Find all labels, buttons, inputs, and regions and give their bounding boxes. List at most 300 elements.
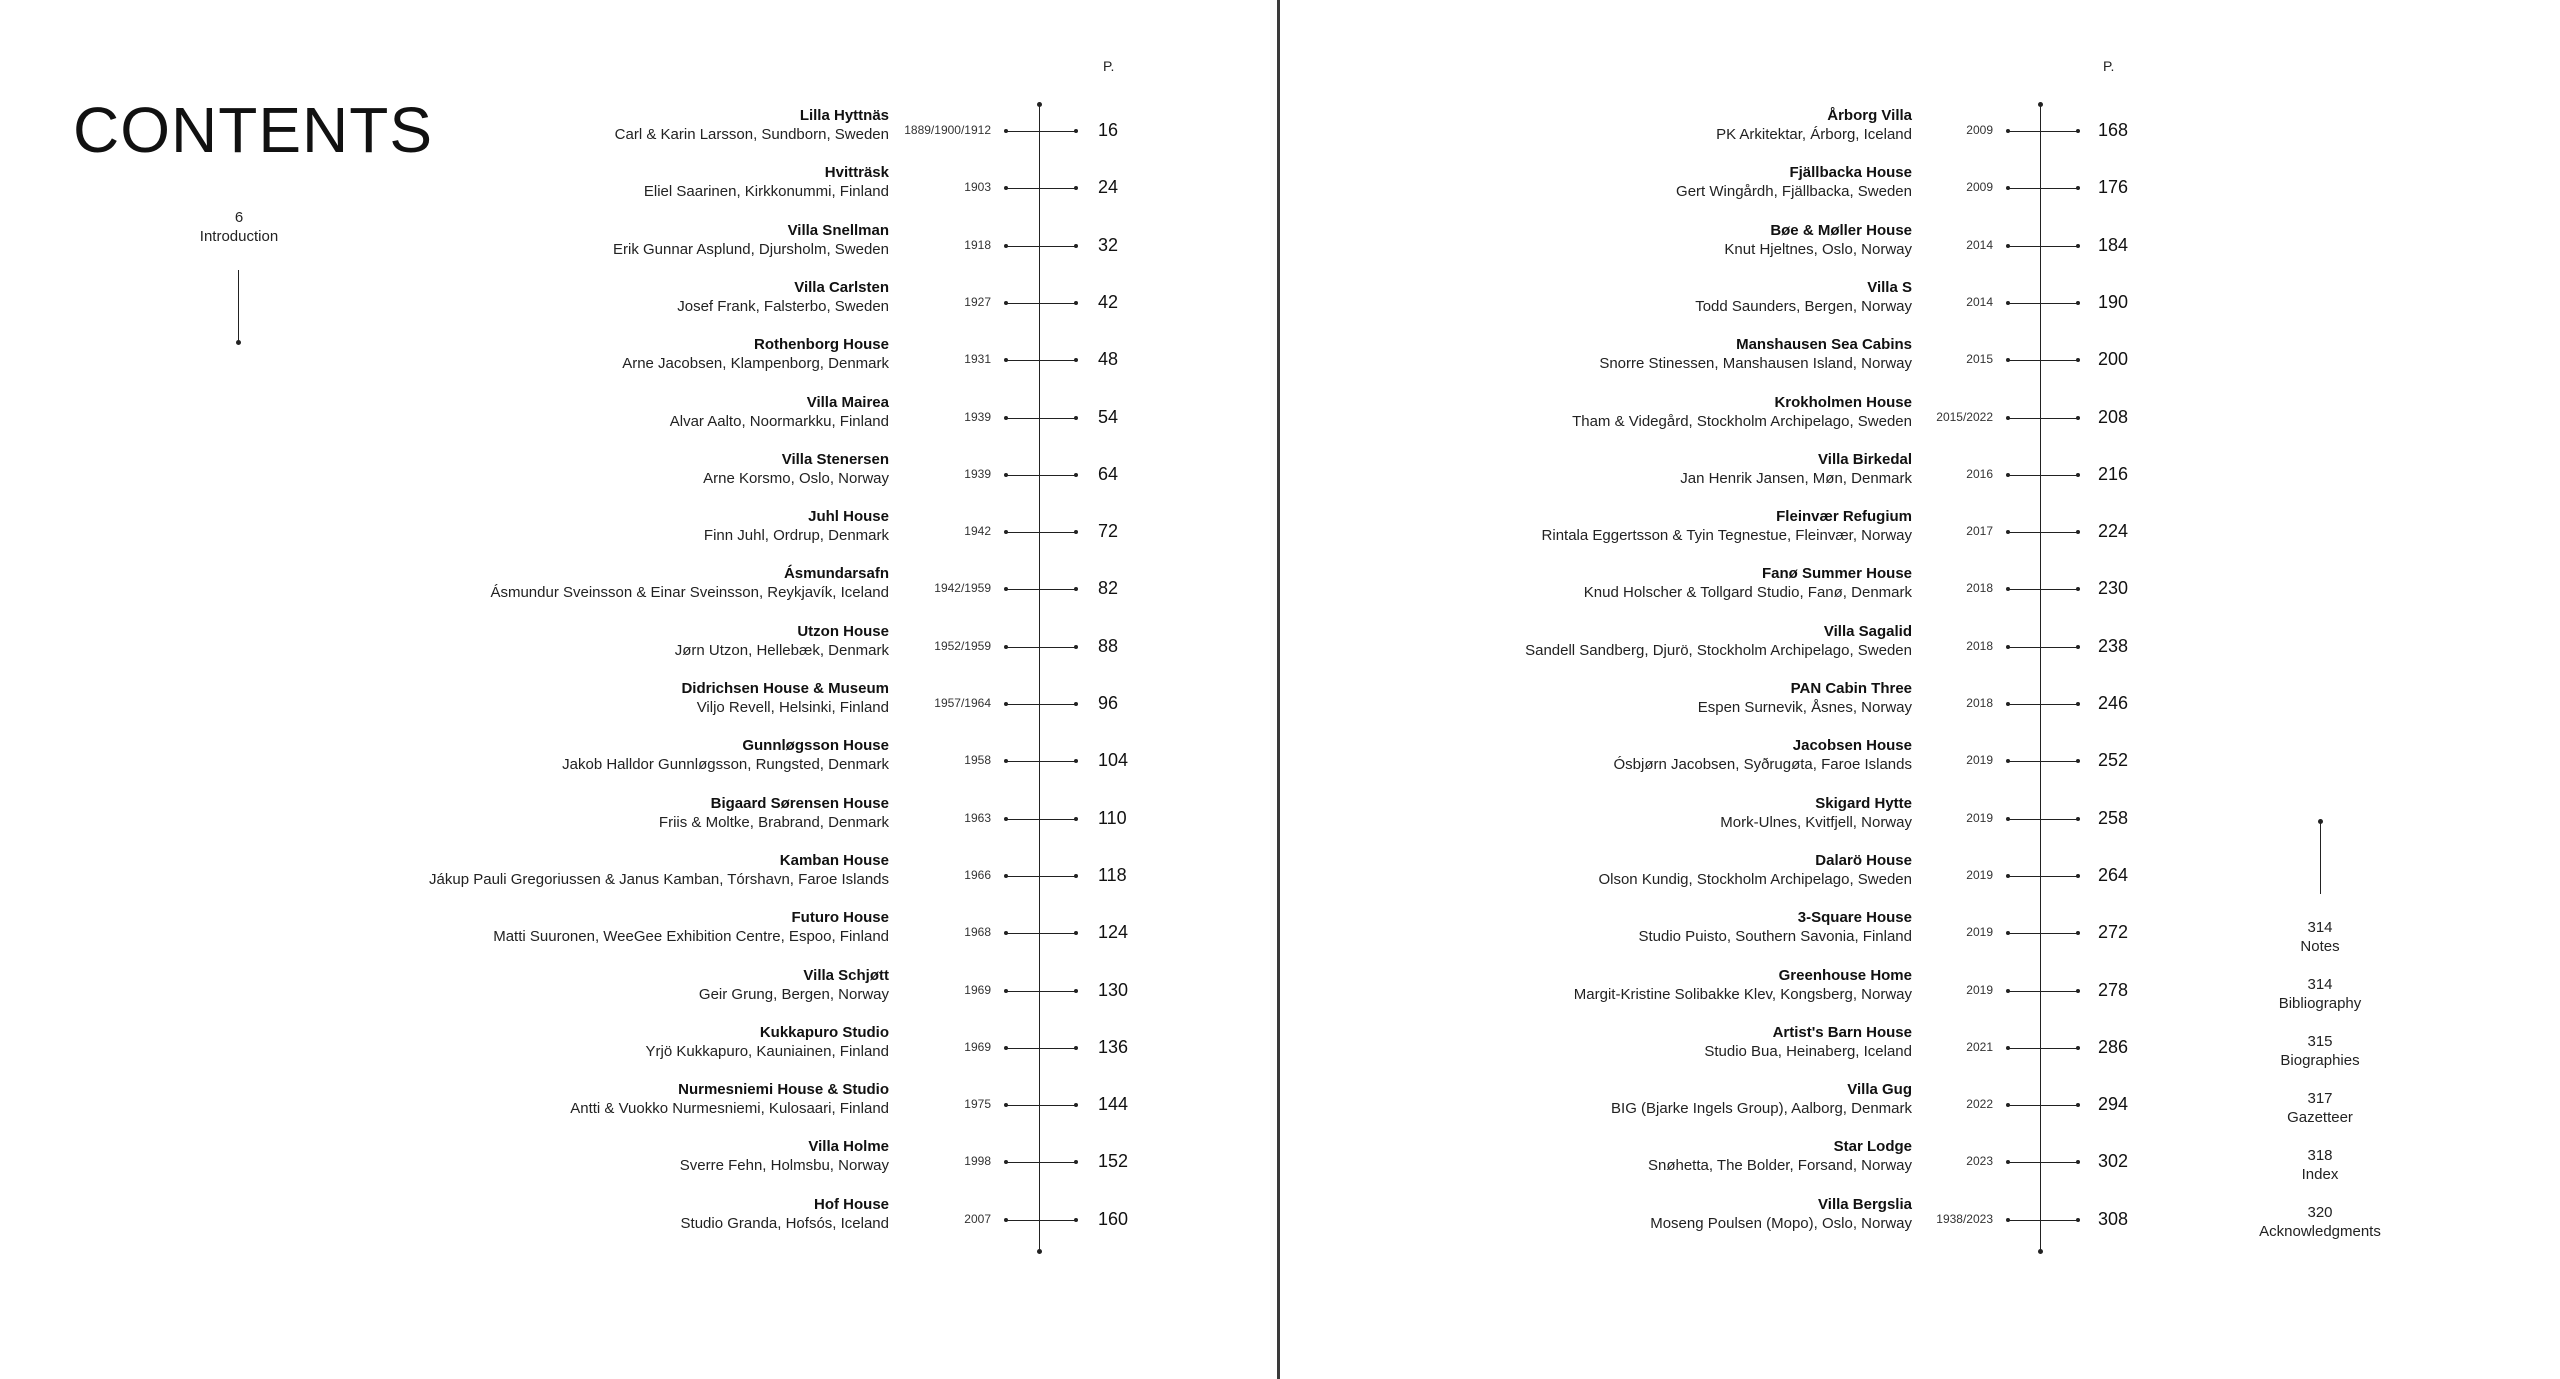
entry-title: 3-Square House bbox=[1797, 909, 1912, 927]
back-matter-page-number: 318 bbox=[2307, 1147, 2333, 1164]
timeline-tick bbox=[1006, 532, 1076, 533]
toc-entry[interactable] bbox=[1280, 1137, 1912, 1181]
toc-entry-text bbox=[570, 1080, 889, 1118]
entry-title: Kamban House bbox=[779, 851, 889, 869]
entry-title: Fjällbacka House bbox=[1789, 164, 1912, 182]
timeline-tick bbox=[2008, 1162, 2078, 1163]
entry-year: 2017 bbox=[1966, 524, 1993, 539]
entry-title: Artist's Barn House bbox=[1772, 1023, 1912, 1041]
entry-year: 1942/1959 bbox=[934, 581, 991, 596]
entry-architect-location: Espen Surnevik, Åsnes, Norway bbox=[1697, 699, 1912, 716]
toc-entry-text bbox=[681, 679, 889, 717]
toc-entry-text bbox=[703, 450, 889, 488]
entry-architect-location: Knud Holscher & Tollgard Studio, Fanø, Denmark bbox=[1583, 584, 1912, 602]
entry-page-number[interactable]: 32 bbox=[1098, 234, 1119, 255]
entry-architect-location: Alvar Aalto, Noormarkku, Finland bbox=[669, 412, 889, 430]
entry-architect-location: Arne Jacobsen, Klampenborg, Denmark bbox=[622, 355, 889, 373]
entry-page-number[interactable]: 176 bbox=[2098, 177, 2129, 198]
entry-architect-location: Todd Saunders, Bergen, Norway bbox=[1695, 297, 1912, 315]
toc-entry[interactable] bbox=[0, 1023, 889, 1067]
entry-title: Lilla Hyttnäs bbox=[799, 107, 889, 124]
toc-entry-text bbox=[1676, 163, 1912, 201]
back-matter-item[interactable] bbox=[2220, 1203, 2420, 1241]
toc-entry-text bbox=[1572, 393, 1912, 431]
timeline-tick bbox=[1006, 1162, 1076, 1163]
timeline-tick bbox=[2008, 360, 2078, 361]
toc-entry[interactable] bbox=[0, 450, 889, 494]
back-matter-item[interactable] bbox=[2220, 1146, 2420, 1184]
entry-year: 2018 bbox=[1966, 638, 1993, 653]
entry-title: Utzon House bbox=[797, 622, 889, 640]
entry-year: 1969 bbox=[964, 1039, 991, 1054]
entry-year: 1903 bbox=[964, 180, 991, 195]
entry-page-number[interactable]: 72 bbox=[1098, 521, 1119, 542]
entry-year: 1942 bbox=[964, 524, 991, 539]
toc-entry[interactable] bbox=[1280, 335, 1912, 379]
toc-entry[interactable] bbox=[1280, 507, 1912, 551]
timeline-tick bbox=[1006, 1105, 1076, 1106]
toc-entry[interactable] bbox=[0, 1080, 889, 1124]
back-matter-label: Acknowledgments bbox=[2259, 1223, 2381, 1240]
entry-year: 2014 bbox=[1966, 294, 1993, 309]
entry-architect-location: Ósbjørn Jacobsen, Syðrugøta, Faroe Islands bbox=[1613, 756, 1912, 774]
timeline-tick bbox=[1006, 475, 1076, 476]
toc-entry[interactable] bbox=[1280, 278, 1912, 322]
entry-year: 1958 bbox=[964, 753, 991, 768]
toc-entry-text bbox=[1650, 1195, 1912, 1233]
entry-page-number[interactable]: 208 bbox=[2098, 406, 2129, 427]
toc-entry-text bbox=[613, 221, 889, 259]
entry-title: Jacobsen House bbox=[1792, 737, 1912, 755]
entry-title: Villa Gug bbox=[1847, 1081, 1912, 1099]
toc-entry[interactable] bbox=[1280, 163, 1912, 207]
entry-architect-location: Margit-Kristine Solibakke Klev, Kongsberg, Norway bbox=[1573, 985, 1912, 1003]
toc-entry-text bbox=[675, 622, 889, 660]
entry-year: 2014 bbox=[1966, 237, 1993, 252]
entry-title: Rothenborg House bbox=[754, 336, 889, 354]
toc-entry-text bbox=[1611, 1080, 1912, 1118]
toc-entry-text bbox=[615, 106, 889, 144]
entry-page-number[interactable]: 216 bbox=[2098, 463, 2129, 484]
entries-list-left bbox=[0, 0, 1277, 1379]
entry-page-number[interactable]: 258 bbox=[2098, 807, 2129, 828]
entry-architect-location: Sverre Fehn, Holmsbu, Norway bbox=[679, 1157, 889, 1175]
toc-entry[interactable] bbox=[0, 679, 889, 723]
toc-entry[interactable] bbox=[1280, 736, 1912, 780]
toc-entry-text bbox=[677, 278, 889, 316]
entry-page-number[interactable]: 48 bbox=[1098, 349, 1119, 370]
toc-entry-text bbox=[659, 794, 889, 832]
toc-entry[interactable] bbox=[0, 736, 889, 780]
toc-entry[interactable] bbox=[1280, 450, 1912, 494]
toc-entry-text bbox=[644, 163, 889, 201]
entry-year: 2019 bbox=[1966, 810, 1993, 825]
timeline-tick bbox=[2008, 475, 2078, 476]
entry-page-number[interactable]: 252 bbox=[2098, 750, 2129, 771]
entry-architect-location: Mork-Ulnes, Kvitfjell, Norway bbox=[1720, 813, 1912, 831]
toc-entry-text bbox=[1695, 278, 1912, 316]
entry-architect-location: Erik Gunnar Asplund, Djursholm, Sweden bbox=[613, 240, 889, 258]
toc-entry-text bbox=[681, 1195, 889, 1233]
entry-architect-location: BIG (Bjarke Ingels Group), Aalborg, Denmark bbox=[1611, 1100, 1912, 1118]
entry-year: 2022 bbox=[1966, 1097, 1993, 1112]
entry-year: 2021 bbox=[1966, 1039, 1993, 1054]
toc-entry[interactable] bbox=[1280, 679, 1912, 723]
toc-entry-text bbox=[429, 851, 889, 889]
entry-title: Bøe & Møller House bbox=[1770, 221, 1912, 239]
toc-entry-text bbox=[1638, 908, 1912, 946]
entry-page-number[interactable]: 200 bbox=[2098, 349, 2129, 370]
entry-page-number[interactable]: 278 bbox=[2098, 979, 2129, 1000]
entry-architect-location: Jakob Halldor Gunnløgsson, Rungsted, Denmark bbox=[562, 756, 889, 774]
entry-architect-location: Viljo Revell, Helsinki, Finland bbox=[696, 699, 889, 716]
entry-architect-location: Arne Korsmo, Oslo, Norway bbox=[703, 469, 889, 487]
toc-entry-text bbox=[562, 736, 889, 774]
entry-page-number[interactable]: 136 bbox=[1098, 1036, 1129, 1057]
toc-entry-text bbox=[1542, 507, 1912, 545]
entry-year: 1963 bbox=[964, 810, 991, 825]
entry-architect-location: Friis & Moltke, Brabrand, Denmark bbox=[658, 813, 889, 831]
timeline-tick bbox=[2008, 589, 2078, 590]
toc-entry-text bbox=[1698, 679, 1912, 717]
back-matter-page-number: 314 bbox=[2307, 919, 2333, 936]
page-column-label: P. bbox=[1103, 58, 1115, 74]
entry-architect-location: Eliel Saarinen, Kirkkonummi, Finland bbox=[643, 183, 889, 201]
toc-entry[interactable] bbox=[1280, 794, 1912, 838]
entry-title: Villa S bbox=[1867, 278, 1912, 296]
entry-title: Hvitträsk bbox=[824, 164, 889, 182]
entry-title: Juhl House bbox=[808, 508, 889, 526]
toc-entry-text bbox=[670, 393, 889, 431]
timeline-tick bbox=[1006, 876, 1076, 877]
entry-title: Greenhouse Home bbox=[1778, 966, 1912, 984]
back-matter-page-number: 320 bbox=[2307, 1204, 2333, 1221]
entry-title: Fanø Summer House bbox=[1761, 565, 1912, 583]
entry-page-number[interactable]: 190 bbox=[2098, 291, 2129, 312]
toc-entry[interactable] bbox=[0, 966, 889, 1010]
entry-title: Villa Stenersen bbox=[781, 450, 889, 468]
entry-title: Hof House bbox=[814, 1195, 889, 1213]
timeline-tick bbox=[1006, 188, 1076, 189]
entry-year: 1931 bbox=[964, 352, 991, 367]
entry-title: Krokholmen House bbox=[1774, 393, 1912, 411]
toc-entry-text bbox=[699, 966, 889, 1004]
timeline-tick bbox=[2008, 1220, 2078, 1221]
back-matter-item[interactable] bbox=[2220, 1089, 2420, 1127]
toc-entry[interactable] bbox=[1280, 393, 1912, 437]
entry-page-number[interactable]: 118 bbox=[1098, 864, 1127, 885]
entry-page-number[interactable]: 238 bbox=[2098, 635, 2129, 656]
entry-title: Skigard Hytte bbox=[1815, 794, 1912, 812]
timeline-tick bbox=[1006, 418, 1076, 419]
toc-entry[interactable] bbox=[1280, 622, 1912, 666]
entry-year: 2019 bbox=[1966, 753, 1993, 768]
toc-entry-text bbox=[1716, 106, 1912, 144]
entry-architect-location: Jørn Utzon, Hellebæk, Denmark bbox=[674, 641, 889, 659]
toc-entry-text bbox=[704, 507, 889, 545]
entry-page-number[interactable]: 302 bbox=[2098, 1151, 2129, 1172]
toc-entry[interactable] bbox=[0, 393, 889, 437]
entry-architect-location: Josef Frank, Falsterbo, Sweden bbox=[677, 297, 889, 315]
entry-title: Fleinvær Refugium bbox=[1776, 508, 1912, 526]
entry-year: 2007 bbox=[964, 1211, 991, 1226]
entry-architect-location: PK Arkitektar, Árborg, Iceland bbox=[1716, 126, 1912, 143]
entry-title: Villa Snellman bbox=[787, 221, 889, 239]
timeline-tick bbox=[1006, 589, 1076, 590]
timeline-tick bbox=[1006, 246, 1076, 247]
back-matter-item[interactable] bbox=[2220, 918, 2420, 956]
entry-year: 1939 bbox=[964, 409, 991, 424]
entry-title: Villa Sagalid bbox=[1823, 622, 1912, 640]
entry-architect-location: Snøhetta, The Bolder, Forsand, Norway bbox=[1647, 1157, 1912, 1175]
back-matter-page-number: 317 bbox=[2307, 1090, 2333, 1107]
entry-year: 2015/2022 bbox=[1936, 409, 1993, 424]
timeline-tick bbox=[1006, 819, 1076, 820]
timeline-tick bbox=[1006, 704, 1076, 705]
entry-year: 1952/1959 bbox=[934, 638, 991, 653]
toc-entry-text bbox=[490, 564, 889, 602]
entry-page-number[interactable]: 168 bbox=[2098, 120, 2129, 140]
intro-page-number: 6 bbox=[234, 209, 244, 226]
entry-title: Årborg Villa bbox=[1827, 107, 1912, 124]
back-matter-item[interactable] bbox=[2220, 975, 2420, 1013]
entry-year: 1889/1900/1912 bbox=[904, 123, 991, 137]
entry-year: 2009 bbox=[1966, 123, 1993, 137]
timeline-tick bbox=[2008, 131, 2078, 132]
entry-title: Dalarö House bbox=[1815, 851, 1912, 869]
toc-entry-text bbox=[1704, 1023, 1912, 1061]
left-page bbox=[0, 0, 1277, 1379]
entry-title: Kukkapuro Studio bbox=[759, 1023, 889, 1041]
entry-page-number[interactable]: 184 bbox=[2098, 234, 2129, 255]
entry-architect-location: Carl & Karin Larsson, Sundborn, Sweden bbox=[614, 126, 889, 143]
toc-entry-text bbox=[1680, 450, 1912, 488]
toc-entry[interactable] bbox=[0, 851, 889, 895]
entry-page-number[interactable]: 286 bbox=[2098, 1036, 2129, 1057]
timeline-tick bbox=[1006, 647, 1076, 648]
entry-year: 2019 bbox=[1966, 925, 1993, 940]
entry-page-number[interactable]: 104 bbox=[1098, 750, 1129, 771]
entry-year: 1939 bbox=[964, 466, 991, 481]
entry-title: Ásmundarsafn bbox=[783, 565, 889, 583]
toc-entry[interactable] bbox=[1280, 1080, 1912, 1124]
entry-title: Nurmesniemi House & Studio bbox=[678, 1081, 889, 1099]
toc-entry[interactable] bbox=[1280, 221, 1912, 265]
toc-entry[interactable] bbox=[0, 1195, 889, 1239]
timeline-tick bbox=[2008, 303, 2078, 304]
timeline-tick bbox=[2008, 933, 2078, 934]
toc-entry[interactable] bbox=[0, 335, 889, 379]
back-matter-label: Biographies bbox=[2280, 1052, 2360, 1069]
entry-title: Villa Holme bbox=[808, 1138, 889, 1156]
toc-entry-text bbox=[1584, 564, 1912, 602]
entry-architect-location: Gert Wingårdh, Fjällbacka, Sweden bbox=[1676, 183, 1912, 201]
entry-title: Bigaard Sørensen House bbox=[710, 794, 889, 812]
toc-entry[interactable] bbox=[0, 1137, 889, 1181]
entry-title: Villa Bergslia bbox=[1818, 1195, 1912, 1213]
entry-architect-location: Sandell Sandberg, Djurö, Stockholm Archipelago, Sweden bbox=[1525, 641, 1912, 659]
entry-year: 1966 bbox=[964, 867, 991, 882]
toc-entry[interactable] bbox=[0, 794, 889, 838]
toc-entry[interactable] bbox=[1280, 1195, 1912, 1239]
timeline-tick bbox=[2008, 647, 2078, 648]
toc-entry-text bbox=[1525, 622, 1912, 660]
timeline-tick bbox=[2008, 418, 2078, 419]
back-matter-label: Index bbox=[2301, 1166, 2339, 1183]
back-matter-connector-line bbox=[2320, 822, 2321, 894]
toc-entry[interactable] bbox=[1280, 851, 1912, 895]
timeline-tick bbox=[2008, 1105, 2078, 1106]
entry-architect-location: Jan Henrik Jansen, Møn, Denmark bbox=[1680, 469, 1912, 487]
timeline-tick bbox=[1006, 303, 1076, 304]
entry-title: Villa Carlsten bbox=[794, 278, 889, 296]
toc-entry-text bbox=[1598, 851, 1912, 889]
entry-page-number[interactable]: 294 bbox=[2098, 1094, 2129, 1115]
toc-entry[interactable] bbox=[0, 106, 889, 150]
entry-year: 2015 bbox=[1966, 352, 1993, 367]
entry-architect-location: Antti & Vuokko Nurmesniemi, Kulosaari, Finland bbox=[570, 1100, 889, 1118]
toc-entry[interactable] bbox=[1280, 564, 1912, 608]
entry-title: Villa Mairea bbox=[806, 393, 889, 411]
back-matter-page-number: 314 bbox=[2307, 976, 2333, 993]
entry-architect-location: Rintala Eggertsson & Tyin Tegnestue, Fleinvær, Norway bbox=[1541, 527, 1912, 545]
toc-entry-text bbox=[1724, 221, 1912, 259]
timeline-tick bbox=[2008, 704, 2078, 705]
entry-year: 1998 bbox=[964, 1154, 991, 1169]
back-matter-item[interactable] bbox=[2220, 1032, 2420, 1070]
entry-architect-location: Ásmundur Sveinsson & Einar Sveinsson, Reykjavík, Iceland bbox=[490, 584, 889, 602]
toc-entry[interactable] bbox=[0, 908, 889, 952]
entry-architect-location: Knut Hjeltnes, Oslo, Norway bbox=[1724, 240, 1912, 258]
entry-architect-location: Studio Puisto, Southern Savonia, Finland bbox=[1638, 928, 1912, 946]
entry-year: 2018 bbox=[1966, 581, 1993, 596]
entry-architect-location: Yrjö Kukkapuro, Kauniainen, Finland bbox=[645, 1042, 889, 1060]
entry-page-number[interactable]: 24 bbox=[1098, 177, 1119, 198]
timeline-tick bbox=[2008, 991, 2078, 992]
entry-page-number[interactable]: 144 bbox=[1098, 1094, 1129, 1115]
entry-year: 1927 bbox=[964, 294, 991, 309]
entry-page-number[interactable]: 124 bbox=[1098, 922, 1129, 943]
toc-entry[interactable] bbox=[0, 622, 889, 666]
entry-title: Villa Birkedal bbox=[1818, 450, 1912, 468]
entry-year: 2023 bbox=[1966, 1154, 1993, 1169]
back-matter-label: Notes bbox=[2300, 938, 2340, 955]
timeline-tick bbox=[2008, 246, 2078, 247]
timeline-tick bbox=[1006, 131, 1076, 132]
entry-page-number[interactable]: 82 bbox=[1098, 578, 1119, 599]
toc-entry-text bbox=[680, 1137, 889, 1175]
entry-page-number[interactable]: 64 bbox=[1098, 463, 1119, 484]
entry-title: Didrichsen House & Museum bbox=[681, 680, 889, 697]
timeline-tick bbox=[1006, 933, 1076, 934]
toc-entry-text bbox=[1599, 335, 1912, 373]
timeline-tick bbox=[1006, 1220, 1076, 1221]
entry-architect-location: Matti Suuronen, WeeGee Exhibition Centre, Espoo, Finland bbox=[493, 928, 889, 946]
toc-entry[interactable] bbox=[1280, 966, 1912, 1010]
toc-entry[interactable] bbox=[0, 564, 889, 608]
back-matter-page-number: 315 bbox=[2307, 1033, 2333, 1050]
entry-page-number[interactable]: 272 bbox=[2098, 922, 2129, 943]
entry-year: 1938/2023 bbox=[1936, 1211, 1993, 1226]
entry-title: PAN Cabin Three bbox=[1790, 680, 1912, 697]
entry-architect-location: Finn Juhl, Ordrup, Denmark bbox=[703, 527, 889, 545]
entry-page-number[interactable]: 230 bbox=[2098, 578, 2129, 599]
toc-entry[interactable] bbox=[0, 507, 889, 551]
entry-page-number[interactable]: 246 bbox=[2098, 693, 2129, 713]
entry-year: 1975 bbox=[964, 1097, 991, 1112]
toc-entry[interactable] bbox=[0, 163, 889, 207]
back-matter-label: Gazetteer bbox=[2287, 1109, 2353, 1126]
toc-entry-text bbox=[493, 908, 889, 946]
toc-entry-text bbox=[622, 335, 889, 373]
entry-page-number[interactable]: 96 bbox=[1098, 693, 1119, 713]
entry-page-number[interactable]: 88 bbox=[1098, 635, 1119, 656]
entry-page-number[interactable]: 224 bbox=[2098, 521, 2129, 542]
timeline-tick bbox=[1006, 360, 1076, 361]
entry-year: 2018 bbox=[1966, 696, 1993, 710]
entry-architect-location: Tham & Videgård, Stockholm Archipelago, Sweden bbox=[1572, 412, 1912, 430]
entry-title: Star Lodge bbox=[1833, 1138, 1912, 1156]
timeline-tick bbox=[1006, 1048, 1076, 1049]
entry-page-number[interactable]: 308 bbox=[2098, 1208, 2129, 1229]
entry-year: 2019 bbox=[1966, 982, 1993, 997]
toc-entry-text bbox=[1720, 794, 1912, 832]
entry-title: Gunnløgsson House bbox=[742, 737, 889, 755]
entry-year: 1968 bbox=[964, 925, 991, 940]
timeline-tick bbox=[2008, 1048, 2078, 1049]
entry-title: Villa Schjøtt bbox=[803, 966, 889, 984]
timeline-tick bbox=[1006, 991, 1076, 992]
entry-architect-location: Snorre Stinessen, Manshausen Island, Norway bbox=[1599, 355, 1912, 373]
timeline-tick bbox=[2008, 876, 2078, 877]
entry-year: 2019 bbox=[1966, 867, 1993, 882]
timeline-tick bbox=[2008, 761, 2078, 762]
toc-entry-text bbox=[646, 1023, 890, 1061]
entry-page-number[interactable]: 110 bbox=[1098, 807, 1127, 828]
toc-entry[interactable] bbox=[0, 278, 889, 322]
entry-page-number[interactable]: 42 bbox=[1098, 291, 1119, 312]
toc-entry[interactable] bbox=[0, 221, 889, 265]
timeline-tick bbox=[2008, 188, 2078, 189]
page-column-label: P. bbox=[2103, 58, 2115, 74]
entry-architect-location: Moseng Poulsen (Mopo), Oslo, Norway bbox=[1650, 1214, 1912, 1232]
timeline-tick bbox=[2008, 819, 2078, 820]
intro-label: Introduction bbox=[199, 228, 279, 245]
toc-entry-text bbox=[1614, 736, 1912, 774]
entry-page-number[interactable]: 54 bbox=[1098, 406, 1119, 427]
entry-title: Futuro House bbox=[791, 909, 889, 927]
toc-entry-text bbox=[1648, 1137, 1912, 1175]
entry-page-number[interactable]: 16 bbox=[1098, 120, 1119, 140]
entry-architect-location: Olson Kundig, Stockholm Archipelago, Sweden bbox=[1598, 870, 1912, 888]
entry-year: 1957/1964 bbox=[934, 696, 991, 710]
entry-architect-location: Studio Bua, Heinaberg, Iceland bbox=[1704, 1042, 1912, 1060]
entry-year: 1918 bbox=[964, 237, 991, 252]
toc-entry[interactable] bbox=[1280, 908, 1912, 952]
timeline-tick bbox=[2008, 532, 2078, 533]
page-title: CONTENTS bbox=[73, 94, 433, 166]
entry-page-number[interactable]: 152 bbox=[1098, 1151, 1129, 1172]
entry-page-number[interactable]: 160 bbox=[1098, 1208, 1129, 1229]
entry-page-number[interactable]: 264 bbox=[2098, 864, 2129, 885]
toc-entry[interactable] bbox=[1280, 106, 1912, 150]
toc-entry[interactable] bbox=[1280, 1023, 1912, 1067]
entry-page-number[interactable]: 130 bbox=[1098, 979, 1129, 1000]
entry-year: 2016 bbox=[1966, 466, 1993, 481]
back-matter-label: Bibliography bbox=[2278, 995, 2362, 1012]
entry-year: 2009 bbox=[1966, 180, 1993, 195]
entry-architect-location: Studio Granda, Hofsós, Iceland bbox=[680, 1214, 889, 1232]
